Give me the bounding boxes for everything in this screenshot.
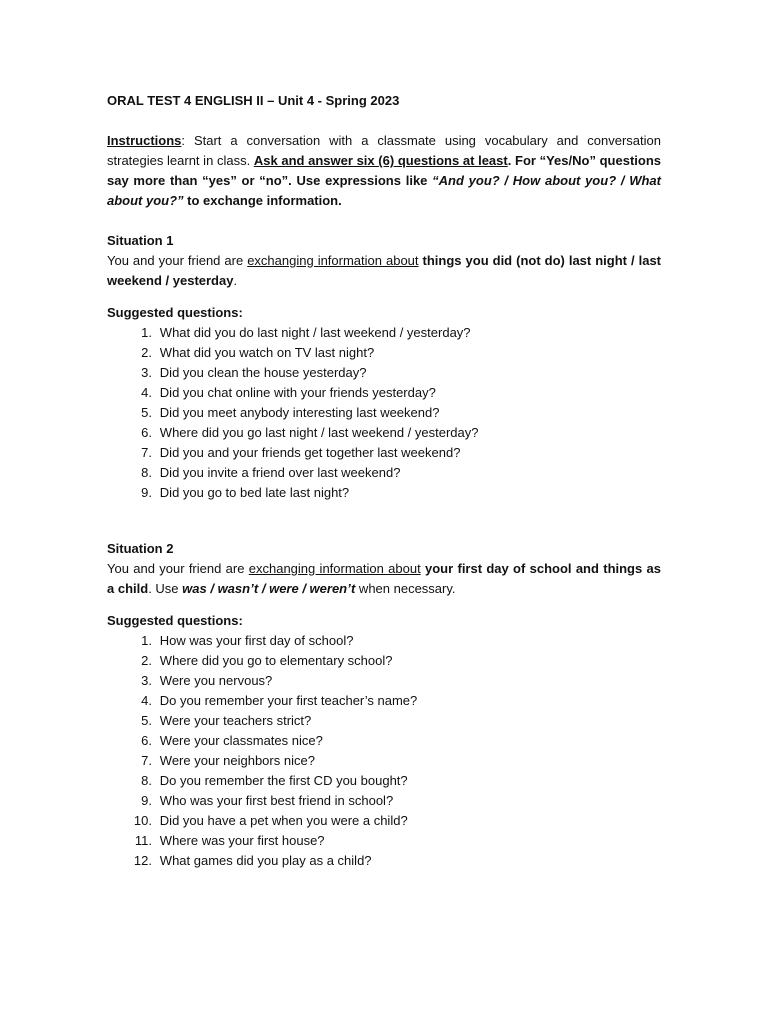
situation-2-topic: your first day of school and things as a child — [107, 561, 661, 596]
question-number: 3. — [141, 365, 152, 380]
question-item — [107, 851, 661, 871]
question-item — [107, 423, 661, 443]
question-text: Were your neighbors nice? — [159, 753, 315, 768]
question-item — [107, 751, 661, 771]
question-item — [107, 651, 661, 671]
situation-1-description — [107, 251, 661, 291]
question-item — [107, 631, 661, 651]
question-text: Did you meet anybody interesting last weekend? — [159, 405, 440, 420]
question-item — [107, 463, 661, 483]
question-item — [107, 443, 661, 463]
situation-2-description — [107, 559, 661, 599]
question-item — [107, 323, 661, 343]
question-number: 1. — [141, 325, 152, 340]
question-item — [107, 483, 661, 503]
question-item — [107, 691, 661, 711]
instructions-end: to exchange information. — [183, 193, 342, 208]
situation-2-heading: Situation 2 — [107, 541, 174, 556]
situation-1-end: . — [233, 273, 238, 288]
situation-2-end: when necessary. — [355, 581, 456, 596]
situation-2-underlined: exchanging information about — [248, 561, 421, 576]
question-number: 6. — [141, 733, 152, 748]
instructions-expressions: “And you? / How about you? / What about you?” — [107, 173, 661, 208]
question-text: Where did you go to elementary school? — [159, 653, 393, 668]
spacer — [107, 503, 661, 539]
document-title: ORAL TEST 4 ENGLISH II – Unit 4 - Spring 2023 — [107, 93, 400, 108]
question-number: 7. — [141, 445, 152, 460]
situation-2-question-list — [107, 631, 661, 871]
question-item — [107, 403, 661, 423]
instructions-paragraph — [107, 131, 661, 211]
situation-2-suggested-heading: Suggested questions: — [107, 613, 243, 628]
situation-2-intro: You and your friend are — [107, 561, 249, 576]
question-item — [107, 343, 661, 363]
situation-1-heading: Situation 1 — [107, 233, 174, 248]
question-number: 9. — [141, 793, 152, 808]
instructions-yes-no-note: . For “Yes/No” questions say more than “yes” or “no”. Use expressions like — [107, 153, 661, 188]
question-item — [107, 383, 661, 403]
question-number: 12. — [133, 853, 152, 868]
question-number: 2. — [141, 653, 152, 668]
question-text: Were your classmates nice? — [159, 733, 323, 748]
question-item — [107, 731, 661, 751]
situation-1-underlined: exchanging information about — [247, 253, 419, 268]
question-number: 11. — [134, 833, 152, 848]
situation-2-verbs: was / wasn’t / were / weren’t — [182, 581, 356, 596]
instructions-requirement: Ask and answer six (6) questions at least — [253, 153, 508, 168]
situation-1-topic: things you did (not do) last night / last weekend / yesterday — [107, 253, 661, 288]
question-number: 1. — [141, 633, 152, 648]
question-text: Were your teachers strict? — [159, 713, 312, 728]
question-text: What did you watch on TV last night? — [159, 345, 375, 360]
question-item — [107, 671, 661, 691]
question-number: 5. — [141, 713, 152, 728]
question-number: 10. — [133, 813, 152, 828]
question-number: 8. — [141, 773, 152, 788]
question-number: 2. — [141, 345, 152, 360]
question-item — [107, 811, 661, 831]
question-number: 8. — [141, 465, 152, 480]
question-text: Did you go to bed late last night? — [159, 485, 350, 500]
situation-1-intro: You and your friend are — [107, 253, 248, 268]
question-item — [107, 771, 661, 791]
question-text: Do you remember the first CD you bought? — [159, 773, 408, 788]
question-number: 7. — [141, 753, 152, 768]
question-number: 5. — [141, 405, 152, 420]
question-text: Were you nervous? — [159, 673, 273, 688]
instructions-text: : Start a conversation with a classmate using vocabulary and conversation strategies learnt in class. — [107, 133, 661, 168]
question-text: What games did you play as a child? — [159, 853, 372, 868]
question-number: 4. — [141, 693, 152, 708]
question-text: How was your first day of school? — [159, 633, 354, 648]
question-item — [107, 711, 661, 731]
question-text: Where did you go last night / last weekend / yesterday? — [159, 425, 479, 440]
question-text: Do you remember your first teacher’s name? — [159, 693, 418, 708]
situation-1-question-list — [107, 323, 661, 503]
question-number: 4. — [141, 385, 152, 400]
question-text: Did you clean the house yesterday? — [159, 365, 367, 380]
question-text: What did you do last night / last weekend / yesterday? — [159, 325, 471, 340]
question-item — [107, 831, 661, 851]
question-text: Did you chat online with your friends yesterday? — [159, 385, 436, 400]
question-text: Where was your first house? — [159, 833, 325, 848]
situation-1-suggested-heading: Suggested questions: — [107, 305, 243, 320]
question-number: 3. — [141, 673, 152, 688]
question-number: 6. — [141, 425, 152, 440]
question-item — [107, 791, 661, 811]
question-text: Did you have a pet when you were a child? — [159, 813, 408, 828]
question-number: 9. — [141, 485, 152, 500]
situation-2-mid: . Use — [148, 581, 183, 596]
instructions-label: Instructions — [107, 133, 182, 148]
question-item — [107, 363, 661, 383]
question-text: Who was your first best friend in school? — [159, 793, 394, 808]
question-text: Did you invite a friend over last weekend? — [159, 465, 401, 480]
question-text: Did you and your friends get together last weekend? — [159, 445, 461, 460]
